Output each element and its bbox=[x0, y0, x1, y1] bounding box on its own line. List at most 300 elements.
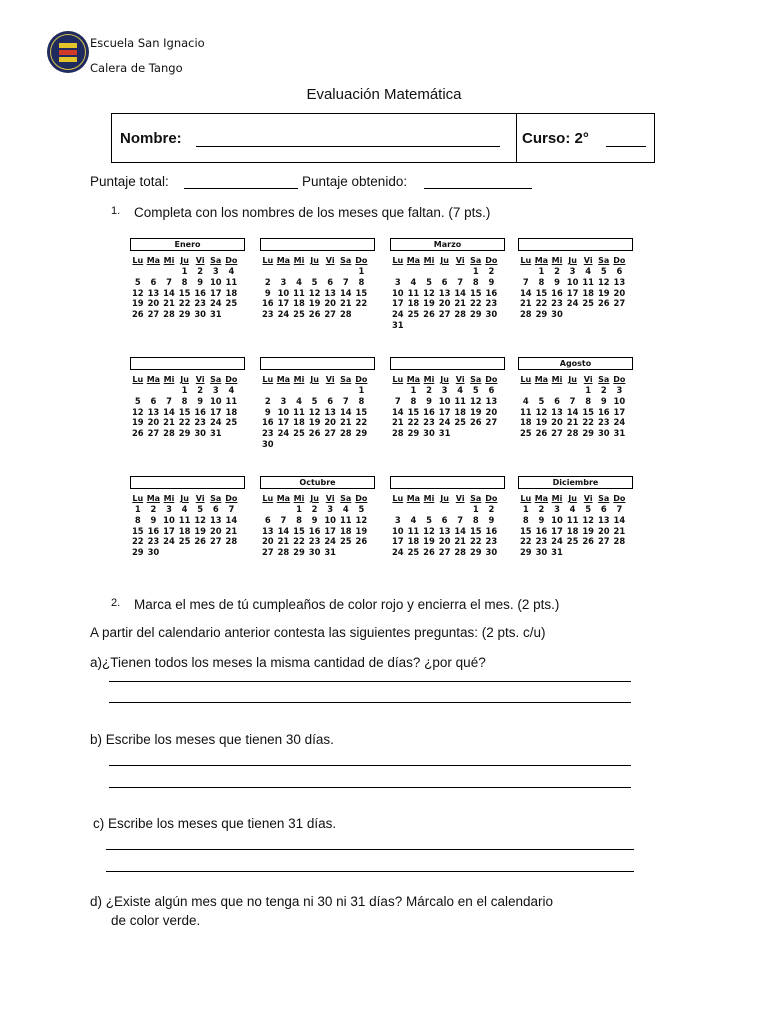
day-cell[interactable]: 14 bbox=[519, 287, 532, 298]
day-cell[interactable]: 19 bbox=[582, 525, 594, 536]
day-cell[interactable]: 5 bbox=[134, 276, 141, 287]
day-cell[interactable]: 21 bbox=[225, 525, 238, 536]
day-cell[interactable]: 21 bbox=[613, 525, 626, 536]
day-cell[interactable]: 4 bbox=[181, 504, 188, 514]
day-cell[interactable]: 8 bbox=[181, 395, 188, 406]
day-cell[interactable]: 22 bbox=[519, 536, 532, 547]
day-cell[interactable]: 7 bbox=[569, 395, 576, 406]
day-cell[interactable]: 28 bbox=[163, 428, 175, 439]
day-cell[interactable]: 6 bbox=[264, 514, 271, 525]
day-cell[interactable]: 19 bbox=[423, 536, 435, 547]
day-cell[interactable]: 15 bbox=[293, 525, 305, 536]
day-cell[interactable]: 17 bbox=[163, 525, 175, 536]
day-cell[interactable]: 5 bbox=[426, 276, 432, 287]
day-cell[interactable]: 10 bbox=[277, 287, 290, 298]
day-cell[interactable]: 26 bbox=[308, 309, 321, 320]
day-cell[interactable]: 28 bbox=[277, 547, 290, 558]
day-cell[interactable]: 8 bbox=[585, 395, 592, 406]
day-cell[interactable]: 19 bbox=[423, 298, 435, 309]
day-cell[interactable]: 19 bbox=[308, 298, 321, 309]
day-cell[interactable]: 25 bbox=[407, 309, 420, 320]
day-cell[interactable]: 22 bbox=[535, 298, 548, 309]
answer-b-line-1[interactable] bbox=[109, 765, 631, 766]
day-cell[interactable]: 9 bbox=[150, 514, 157, 525]
day-cell[interactable]: 17 bbox=[551, 525, 563, 536]
day-cell[interactable]: 15 bbox=[535, 287, 548, 298]
day-cell[interactable]: 22 bbox=[469, 298, 482, 309]
day-cell[interactable]: 5 bbox=[358, 504, 365, 514]
day-cell[interactable]: 24 bbox=[209, 298, 222, 309]
day-cell[interactable]: 28 bbox=[613, 536, 626, 547]
day-cell[interactable]: 11 bbox=[454, 395, 466, 406]
day-cell[interactable]: 21 bbox=[454, 298, 466, 309]
day-cell[interactable]: 20 bbox=[209, 525, 222, 536]
day-cell[interactable]: 2 bbox=[197, 266, 204, 276]
day-cell[interactable]: 11 bbox=[339, 514, 352, 525]
day-cell[interactable]: 31 bbox=[209, 309, 222, 320]
day-cell[interactable]: 9 bbox=[600, 395, 607, 406]
day-cell[interactable]: 12 bbox=[423, 525, 435, 536]
day-cell[interactable]: 17 bbox=[209, 406, 222, 417]
day-cell[interactable]: 16 bbox=[597, 406, 610, 417]
day-cell[interactable]: 24 bbox=[163, 536, 175, 547]
day-cell[interactable]: 1 bbox=[134, 504, 141, 514]
day-cell[interactable]: 25 bbox=[519, 428, 532, 439]
month-name-box[interactable] bbox=[130, 476, 245, 489]
day-cell[interactable]: 26 bbox=[131, 309, 144, 320]
day-cell[interactable]: 28 bbox=[163, 309, 175, 320]
day-cell[interactable]: 19 bbox=[469, 406, 482, 417]
day-cell[interactable]: 18 bbox=[225, 287, 238, 298]
day-cell[interactable]: 10 bbox=[391, 525, 404, 536]
name-field[interactable] bbox=[196, 146, 500, 147]
day-cell[interactable]: 30 bbox=[147, 547, 160, 558]
day-cell[interactable]: 11 bbox=[519, 406, 532, 417]
day-cell[interactable]: 16 bbox=[194, 406, 206, 417]
day-cell[interactable]: 20 bbox=[597, 525, 610, 536]
day-cell[interactable]: 22 bbox=[178, 417, 191, 428]
day-cell[interactable]: 23 bbox=[147, 536, 160, 547]
day-cell[interactable]: 16 bbox=[485, 287, 498, 298]
day-cell[interactable]: 30 bbox=[194, 428, 206, 439]
day-cell[interactable]: 20 bbox=[261, 536, 274, 547]
day-cell[interactable]: 4 bbox=[585, 266, 592, 276]
day-cell[interactable]: 24 bbox=[391, 309, 404, 320]
day-cell[interactable]: 24 bbox=[613, 417, 626, 428]
day-cell[interactable]: 20 bbox=[324, 417, 336, 428]
day-cell[interactable]: 27 bbox=[147, 428, 160, 439]
day-cell[interactable]: 5 bbox=[585, 504, 592, 514]
day-cell[interactable]: 14 bbox=[391, 406, 404, 417]
day-cell[interactable]: 6 bbox=[327, 276, 334, 287]
day-cell[interactable]: 2 bbox=[311, 504, 318, 514]
day-cell[interactable]: 23 bbox=[261, 428, 274, 439]
day-cell[interactable]: 3 bbox=[327, 504, 334, 514]
day-cell[interactable]: 4 bbox=[522, 395, 529, 406]
day-cell[interactable]: 11 bbox=[225, 276, 238, 287]
day-cell[interactable]: 17 bbox=[277, 417, 290, 428]
day-cell[interactable]: 19 bbox=[131, 417, 144, 428]
day-cell[interactable]: 24 bbox=[551, 536, 563, 547]
day-cell[interactable]: 19 bbox=[355, 525, 368, 536]
day-cell[interactable]: 23 bbox=[423, 417, 435, 428]
day-cell[interactable]: 22 bbox=[178, 298, 191, 309]
day-cell[interactable]: 30 bbox=[535, 547, 548, 558]
obtained-score-field[interactable] bbox=[424, 188, 532, 189]
day-cell[interactable]: 14 bbox=[277, 525, 290, 536]
day-cell[interactable]: 2 bbox=[488, 504, 495, 514]
day-cell[interactable]: 27 bbox=[261, 547, 274, 558]
day-cell[interactable]: 15 bbox=[178, 406, 191, 417]
day-cell[interactable]: 4 bbox=[296, 276, 302, 287]
day-cell[interactable]: 22 bbox=[469, 536, 482, 547]
day-cell[interactable]: 26 bbox=[308, 428, 321, 439]
day-cell[interactable]: 19 bbox=[597, 287, 610, 298]
day-cell[interactable]: 12 bbox=[582, 514, 594, 525]
day-cell[interactable]: 21 bbox=[163, 298, 175, 309]
day-cell[interactable]: 30 bbox=[261, 438, 274, 449]
day-cell[interactable]: 19 bbox=[308, 417, 321, 428]
answer-c-line-1[interactable] bbox=[106, 849, 634, 850]
day-cell[interactable]: 12 bbox=[131, 287, 144, 298]
day-cell[interactable]: 1 bbox=[296, 504, 302, 514]
day-cell[interactable]: 18 bbox=[519, 417, 532, 428]
day-cell[interactable]: 5 bbox=[426, 514, 432, 525]
day-cell[interactable]: 4 bbox=[410, 514, 417, 525]
day-cell[interactable]: 3 bbox=[280, 276, 287, 287]
month-name-box[interactable] bbox=[518, 238, 633, 251]
day-cell[interactable]: 1 bbox=[522, 504, 529, 514]
month-name-box[interactable] bbox=[130, 357, 245, 370]
day-cell[interactable]: 13 bbox=[597, 514, 610, 525]
day-cell[interactable]: 29 bbox=[535, 309, 548, 320]
day-cell[interactable]: 15 bbox=[178, 287, 191, 298]
day-cell[interactable]: 20 bbox=[613, 287, 626, 298]
day-cell[interactable]: 10 bbox=[209, 395, 222, 406]
day-cell[interactable]: 21 bbox=[277, 536, 290, 547]
day-cell[interactable]: 21 bbox=[454, 536, 466, 547]
day-cell[interactable]: 7 bbox=[457, 276, 464, 287]
day-cell[interactable]: 3 bbox=[616, 385, 623, 395]
day-cell[interactable]: 17 bbox=[566, 287, 579, 298]
day-cell[interactable]: 12 bbox=[194, 514, 206, 525]
day-cell[interactable]: 20 bbox=[147, 298, 160, 309]
day-cell[interactable]: 7 bbox=[280, 514, 287, 525]
day-cell[interactable]: 10 bbox=[209, 276, 222, 287]
month-name-box[interactable] bbox=[390, 357, 505, 370]
day-cell[interactable]: 26 bbox=[597, 298, 610, 309]
day-cell[interactable]: 3 bbox=[166, 504, 172, 514]
day-cell[interactable]: 13 bbox=[324, 406, 336, 417]
day-cell[interactable]: 13 bbox=[261, 525, 274, 536]
day-cell[interactable]: 23 bbox=[308, 536, 321, 547]
day-cell[interactable]: 19 bbox=[194, 525, 206, 536]
day-cell[interactable]: 13 bbox=[438, 525, 451, 536]
day-cell[interactable]: 14 bbox=[163, 406, 175, 417]
day-cell[interactable]: 8 bbox=[358, 395, 365, 406]
day-cell[interactable]: 25 bbox=[178, 536, 191, 547]
day-cell[interactable]: 22 bbox=[293, 536, 305, 547]
day-cell[interactable]: 26 bbox=[131, 428, 144, 439]
day-cell[interactable]: 5 bbox=[600, 266, 607, 276]
day-cell[interactable]: 25 bbox=[293, 309, 305, 320]
day-cell[interactable]: 14 bbox=[339, 406, 352, 417]
day-cell[interactable]: 24 bbox=[566, 298, 579, 309]
day-cell[interactable]: 30 bbox=[597, 428, 610, 439]
day-cell[interactable]: 31 bbox=[391, 319, 404, 330]
day-cell[interactable]: 25 bbox=[407, 547, 420, 558]
day-cell[interactable]: 5 bbox=[134, 395, 141, 406]
day-cell[interactable]: 27 bbox=[438, 547, 451, 558]
day-cell[interactable]: 13 bbox=[551, 406, 563, 417]
day-cell[interactable]: 22 bbox=[355, 417, 368, 428]
month-name-box[interactable] bbox=[260, 238, 375, 251]
day-cell[interactable]: 1 bbox=[472, 266, 479, 276]
day-cell[interactable]: 20 bbox=[438, 536, 451, 547]
day-cell[interactable]: 22 bbox=[131, 536, 144, 547]
day-cell[interactable]: 29 bbox=[293, 547, 305, 558]
day-cell[interactable]: 30 bbox=[551, 309, 563, 320]
day-cell[interactable]: 23 bbox=[261, 309, 274, 320]
day-cell[interactable]: 14 bbox=[454, 287, 466, 298]
course-field[interactable] bbox=[606, 146, 646, 147]
day-cell[interactable]: 9 bbox=[488, 276, 495, 287]
day-cell[interactable]: 27 bbox=[324, 309, 336, 320]
day-cell[interactable]: 13 bbox=[147, 406, 160, 417]
day-cell[interactable]: 16 bbox=[308, 525, 321, 536]
day-cell[interactable]: 11 bbox=[407, 525, 420, 536]
day-cell[interactable]: 28 bbox=[519, 309, 532, 320]
day-cell[interactable]: 1 bbox=[358, 385, 365, 395]
day-cell[interactable]: 4 bbox=[410, 276, 417, 287]
day-cell[interactable]: 5 bbox=[472, 385, 479, 395]
day-cell[interactable]: 26 bbox=[423, 309, 435, 320]
day-cell[interactable]: 29 bbox=[407, 428, 420, 439]
day-cell[interactable]: 3 bbox=[212, 266, 219, 276]
day-cell[interactable]: 3 bbox=[394, 276, 401, 287]
day-cell[interactable]: 4 bbox=[228, 266, 235, 276]
day-cell[interactable]: 16 bbox=[261, 417, 274, 428]
day-cell[interactable]: 9 bbox=[197, 276, 204, 287]
day-cell[interactable]: 23 bbox=[535, 536, 548, 547]
day-cell[interactable]: 24 bbox=[209, 417, 222, 428]
day-cell[interactable]: 7 bbox=[457, 514, 464, 525]
day-cell[interactable]: 6 bbox=[554, 395, 560, 406]
day-cell[interactable]: 31 bbox=[551, 547, 563, 558]
day-cell[interactable]: 13 bbox=[438, 287, 451, 298]
day-cell[interactable]: 10 bbox=[391, 287, 404, 298]
day-cell[interactable]: 1 bbox=[472, 504, 479, 514]
day-cell[interactable]: 15 bbox=[469, 287, 482, 298]
day-cell[interactable]: 10 bbox=[163, 514, 175, 525]
day-cell[interactable]: 20 bbox=[147, 417, 160, 428]
day-cell[interactable]: 7 bbox=[166, 395, 172, 406]
day-cell[interactable]: 30 bbox=[423, 428, 435, 439]
day-cell[interactable]: 10 bbox=[438, 395, 451, 406]
day-cell[interactable]: 20 bbox=[551, 417, 563, 428]
day-cell[interactable]: 16 bbox=[535, 525, 548, 536]
day-cell[interactable]: 23 bbox=[485, 298, 498, 309]
day-cell[interactable]: 17 bbox=[209, 287, 222, 298]
day-cell[interactable]: 29 bbox=[469, 309, 482, 320]
day-cell[interactable]: 17 bbox=[391, 536, 404, 547]
day-cell[interactable]: 6 bbox=[441, 514, 448, 525]
day-cell[interactable]: 8 bbox=[472, 514, 479, 525]
day-cell[interactable]: 6 bbox=[150, 395, 157, 406]
day-cell[interactable]: 12 bbox=[131, 406, 144, 417]
day-cell[interactable]: 11 bbox=[407, 287, 420, 298]
day-cell[interactable]: 12 bbox=[308, 406, 321, 417]
day-cell[interactable]: 3 bbox=[554, 504, 560, 514]
day-cell[interactable]: 27 bbox=[551, 428, 563, 439]
day-cell[interactable]: 9 bbox=[538, 514, 545, 525]
day-cell[interactable]: 27 bbox=[324, 428, 336, 439]
day-cell[interactable]: 3 bbox=[569, 266, 576, 276]
month-name-box[interactable] bbox=[390, 476, 505, 489]
day-cell[interactable]: 7 bbox=[342, 395, 349, 406]
day-cell[interactable]: 2 bbox=[197, 385, 204, 395]
day-cell[interactable]: 25 bbox=[582, 298, 594, 309]
day-cell[interactable]: 17 bbox=[277, 298, 290, 309]
day-cell[interactable]: 26 bbox=[423, 547, 435, 558]
day-cell[interactable]: 4 bbox=[457, 385, 464, 395]
day-cell[interactable]: 31 bbox=[324, 547, 336, 558]
day-cell[interactable]: 13 bbox=[613, 276, 626, 287]
day-cell[interactable]: 28 bbox=[391, 428, 404, 439]
day-cell[interactable]: 7 bbox=[228, 504, 235, 514]
day-cell[interactable]: 22 bbox=[582, 417, 594, 428]
day-cell[interactable]: 16 bbox=[194, 287, 206, 298]
day-cell[interactable]: 30 bbox=[308, 547, 321, 558]
day-cell[interactable]: 23 bbox=[485, 536, 498, 547]
day-cell[interactable]: 11 bbox=[225, 395, 238, 406]
day-cell[interactable]: 27 bbox=[438, 309, 451, 320]
day-cell[interactable]: 21 bbox=[163, 417, 175, 428]
day-cell[interactable]: 6 bbox=[212, 504, 219, 514]
day-cell[interactable]: 11 bbox=[293, 287, 305, 298]
day-cell[interactable]: 26 bbox=[469, 417, 482, 428]
day-cell[interactable]: 25 bbox=[293, 428, 305, 439]
day-cell[interactable]: 1 bbox=[538, 266, 545, 276]
day-cell[interactable]: 3 bbox=[280, 395, 287, 406]
day-cell[interactable]: 2 bbox=[264, 276, 271, 287]
day-cell[interactable]: 27 bbox=[147, 309, 160, 320]
day-cell[interactable]: 29 bbox=[519, 547, 532, 558]
day-cell[interactable]: 8 bbox=[472, 276, 479, 287]
day-cell[interactable]: 21 bbox=[391, 417, 404, 428]
day-cell[interactable]: 10 bbox=[613, 395, 626, 406]
day-cell[interactable]: 16 bbox=[485, 525, 498, 536]
day-cell[interactable]: 30 bbox=[485, 547, 498, 558]
day-cell[interactable]: 28 bbox=[339, 428, 352, 439]
day-cell[interactable]: 2 bbox=[538, 504, 545, 514]
day-cell[interactable]: 26 bbox=[194, 536, 206, 547]
day-cell[interactable]: 18 bbox=[454, 406, 466, 417]
day-cell[interactable]: 28 bbox=[454, 547, 466, 558]
day-cell[interactable]: 17 bbox=[391, 298, 404, 309]
day-cell[interactable]: 20 bbox=[438, 298, 451, 309]
day-cell[interactable]: 13 bbox=[324, 287, 336, 298]
day-cell[interactable]: 30 bbox=[194, 309, 206, 320]
day-cell[interactable]: 5 bbox=[311, 395, 318, 406]
day-cell[interactable]: 3 bbox=[441, 385, 448, 395]
day-cell[interactable]: 24 bbox=[324, 536, 336, 547]
day-cell[interactable]: 11 bbox=[582, 276, 594, 287]
day-cell[interactable]: 9 bbox=[426, 395, 432, 406]
day-cell[interactable]: 9 bbox=[488, 514, 495, 525]
day-cell[interactable]: 25 bbox=[339, 536, 352, 547]
day-cell[interactable]: 2 bbox=[150, 504, 157, 514]
day-cell[interactable]: 19 bbox=[131, 298, 144, 309]
day-cell[interactable]: 23 bbox=[194, 298, 206, 309]
day-cell[interactable]: 15 bbox=[469, 525, 482, 536]
day-cell[interactable]: 21 bbox=[339, 417, 352, 428]
day-cell[interactable]: 12 bbox=[469, 395, 482, 406]
day-cell[interactable]: 28 bbox=[339, 309, 352, 320]
day-cell[interactable]: 11 bbox=[566, 514, 579, 525]
day-cell[interactable]: 18 bbox=[566, 525, 579, 536]
day-cell[interactable]: 2 bbox=[488, 266, 495, 276]
day-cell[interactable]: 29 bbox=[131, 547, 144, 558]
total-score-field[interactable] bbox=[184, 188, 298, 189]
day-cell[interactable]: 16 bbox=[147, 525, 160, 536]
day-cell[interactable]: 21 bbox=[566, 417, 579, 428]
day-cell[interactable]: 18 bbox=[178, 525, 191, 536]
day-cell[interactable]: 8 bbox=[410, 395, 417, 406]
day-cell[interactable]: 14 bbox=[339, 287, 352, 298]
day-cell[interactable]: 14 bbox=[613, 514, 626, 525]
day-cell[interactable]: 28 bbox=[454, 309, 466, 320]
day-cell[interactable]: 6 bbox=[441, 276, 448, 287]
day-cell[interactable]: 26 bbox=[535, 428, 548, 439]
day-cell[interactable]: 27 bbox=[597, 536, 610, 547]
day-cell[interactable]: 27 bbox=[209, 536, 222, 547]
day-cell[interactable]: 12 bbox=[355, 514, 368, 525]
day-cell[interactable]: 29 bbox=[469, 547, 482, 558]
day-cell[interactable]: 18 bbox=[293, 298, 305, 309]
day-cell[interactable]: 2 bbox=[426, 385, 432, 395]
day-cell[interactable]: 31 bbox=[438, 428, 451, 439]
day-cell[interactable]: 6 bbox=[488, 385, 495, 395]
day-cell[interactable]: 9 bbox=[554, 276, 560, 287]
day-cell[interactable]: 2 bbox=[554, 266, 560, 276]
answer-a-line-2[interactable] bbox=[109, 702, 631, 703]
day-cell[interactable]: 25 bbox=[454, 417, 466, 428]
day-cell[interactable]: 8 bbox=[538, 276, 545, 287]
day-cell[interactable]: 15 bbox=[407, 406, 420, 417]
day-cell[interactable]: 12 bbox=[597, 276, 610, 287]
day-cell[interactable]: 11 bbox=[293, 406, 305, 417]
day-cell[interactable]: 28 bbox=[566, 428, 579, 439]
day-cell[interactable]: 26 bbox=[355, 536, 368, 547]
day-cell[interactable]: 23 bbox=[194, 417, 206, 428]
day-cell[interactable]: 14 bbox=[225, 514, 238, 525]
day-cell[interactable]: 22 bbox=[355, 298, 368, 309]
day-cell[interactable]: 18 bbox=[225, 406, 238, 417]
day-cell[interactable]: 7 bbox=[342, 276, 349, 287]
day-cell[interactable]: 13 bbox=[209, 514, 222, 525]
day-cell[interactable]: 6 bbox=[150, 276, 157, 287]
day-cell[interactable]: 8 bbox=[358, 276, 365, 287]
day-cell[interactable]: 18 bbox=[293, 417, 305, 428]
day-cell[interactable]: 11 bbox=[178, 514, 191, 525]
day-cell[interactable]: 7 bbox=[522, 276, 529, 287]
day-cell[interactable]: 8 bbox=[181, 276, 188, 287]
day-cell[interactable]: 15 bbox=[355, 287, 368, 298]
day-cell[interactable]: 16 bbox=[551, 287, 563, 298]
day-cell[interactable]: 29 bbox=[582, 428, 594, 439]
day-cell[interactable]: 24 bbox=[438, 417, 451, 428]
